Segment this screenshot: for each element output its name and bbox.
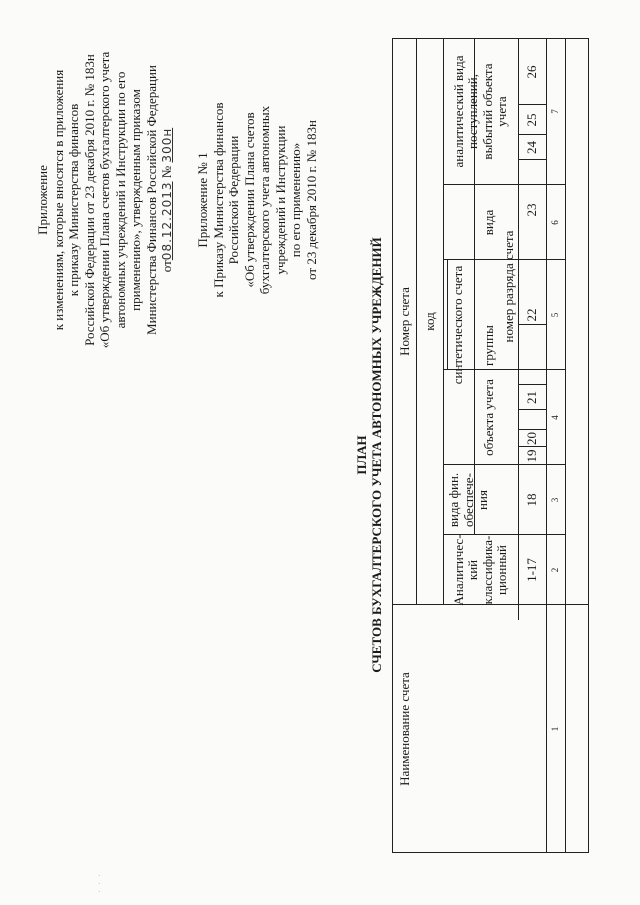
column-number-cell: 7 bbox=[550, 109, 561, 114]
digit-cell: 19 bbox=[523, 449, 539, 463]
col-header-analytical-classification: Аналитичес- кий классифика- ционный bbox=[450, 534, 509, 606]
appendix-top-line: Российской Федерации от 23 декабря 2010 г. № 183н bbox=[81, 54, 97, 346]
appendix-one-line: бухгалтерского учета автономных bbox=[257, 105, 272, 295]
col-header-analytical-kind: аналитический вида поступлений, выбытий объекта учета bbox=[450, 55, 509, 168]
order-prefix: от bbox=[159, 260, 174, 273]
order-number: 300н bbox=[160, 127, 174, 163]
col-header-kind: вида bbox=[480, 209, 496, 236]
appendix-top-line: Приложение bbox=[35, 165, 50, 235]
col-header-name: Наименование счета bbox=[396, 672, 412, 786]
appendix-one-line: Российской Федерации bbox=[226, 135, 241, 265]
order-date-line bbox=[159, 35, 176, 365]
appendix-one-line: к Приказу Министерства финансов bbox=[210, 102, 226, 298]
digit-cell: 21 bbox=[523, 391, 539, 404]
digit-cell: 23 bbox=[523, 203, 539, 217]
appendix-one-block bbox=[195, 80, 319, 320]
appendix-one-line: «Об утверждении Плана счетов bbox=[241, 112, 257, 288]
title-line-1: ПЛАН bbox=[354, 435, 369, 475]
digit-cell: 24 bbox=[523, 141, 539, 154]
appendix-top-line: применению», утвержденным приказом bbox=[128, 89, 143, 311]
col-header-group: группы bbox=[480, 325, 496, 366]
col-header-account-number: Номер счета bbox=[396, 287, 412, 356]
column-number-cell: 1 bbox=[550, 726, 561, 732]
digit-cell: 20 bbox=[523, 432, 539, 445]
title-line-2: СЧЕТОВ БУХГАЛТЕРСКОГО УЧЕТА АВТОНОМНЫХ УЧРЕЖДЕНИЙ bbox=[369, 237, 384, 673]
column-number-cell: 6 bbox=[550, 220, 561, 225]
col-header-fin-support: вида фин. обеспече- ния bbox=[446, 472, 490, 528]
col-header-code: код bbox=[421, 312, 437, 331]
col-header-synthetic: синтетического счета bbox=[450, 265, 466, 385]
digit-cell: 22 bbox=[523, 308, 539, 322]
document-title bbox=[354, 85, 384, 825]
column-number-cell: 2 bbox=[550, 567, 561, 573]
appendix-top-line: к приказу Министерства финансов bbox=[66, 103, 81, 297]
column-number-cell: 5 bbox=[550, 312, 561, 318]
digit-cell: 26 bbox=[523, 65, 539, 79]
col-header-object: объекта учета bbox=[480, 379, 496, 456]
col-header-digit-number: номер разряда счета bbox=[500, 230, 516, 343]
appendix-one-line: от 23 декабря 2010 г. № 183н bbox=[303, 120, 319, 280]
appendix-top-block bbox=[35, 35, 176, 365]
appendix-top-line: Министерства Финансов Российской Федерации bbox=[143, 65, 159, 335]
digit-cell: 1-17 bbox=[523, 558, 539, 582]
column-number-cell: 3 bbox=[550, 497, 561, 503]
appendix-top-line: автономных учреждений и Инструкции по его bbox=[112, 71, 128, 329]
order-no-label: № bbox=[159, 165, 174, 179]
margin-dots: · · · bbox=[98, 872, 101, 896]
digit-cell: 25 bbox=[523, 113, 539, 127]
appendix-top-line: к изменениям, которые вносятся в приложения bbox=[50, 69, 66, 331]
order-date: 08.12.2013 bbox=[160, 181, 174, 261]
appendix-one-line: учреждений и Инструкции bbox=[272, 125, 288, 275]
appendix-one-line: Приложение № 1 bbox=[195, 152, 210, 248]
digit-cell: 18 bbox=[523, 493, 539, 507]
appendix-top-line: «Об утверждении Плана счетов бухгалтерского учета bbox=[97, 51, 112, 349]
column-number-cell: 4 bbox=[550, 415, 561, 420]
appendix-one-line: по его применению» bbox=[288, 142, 303, 258]
